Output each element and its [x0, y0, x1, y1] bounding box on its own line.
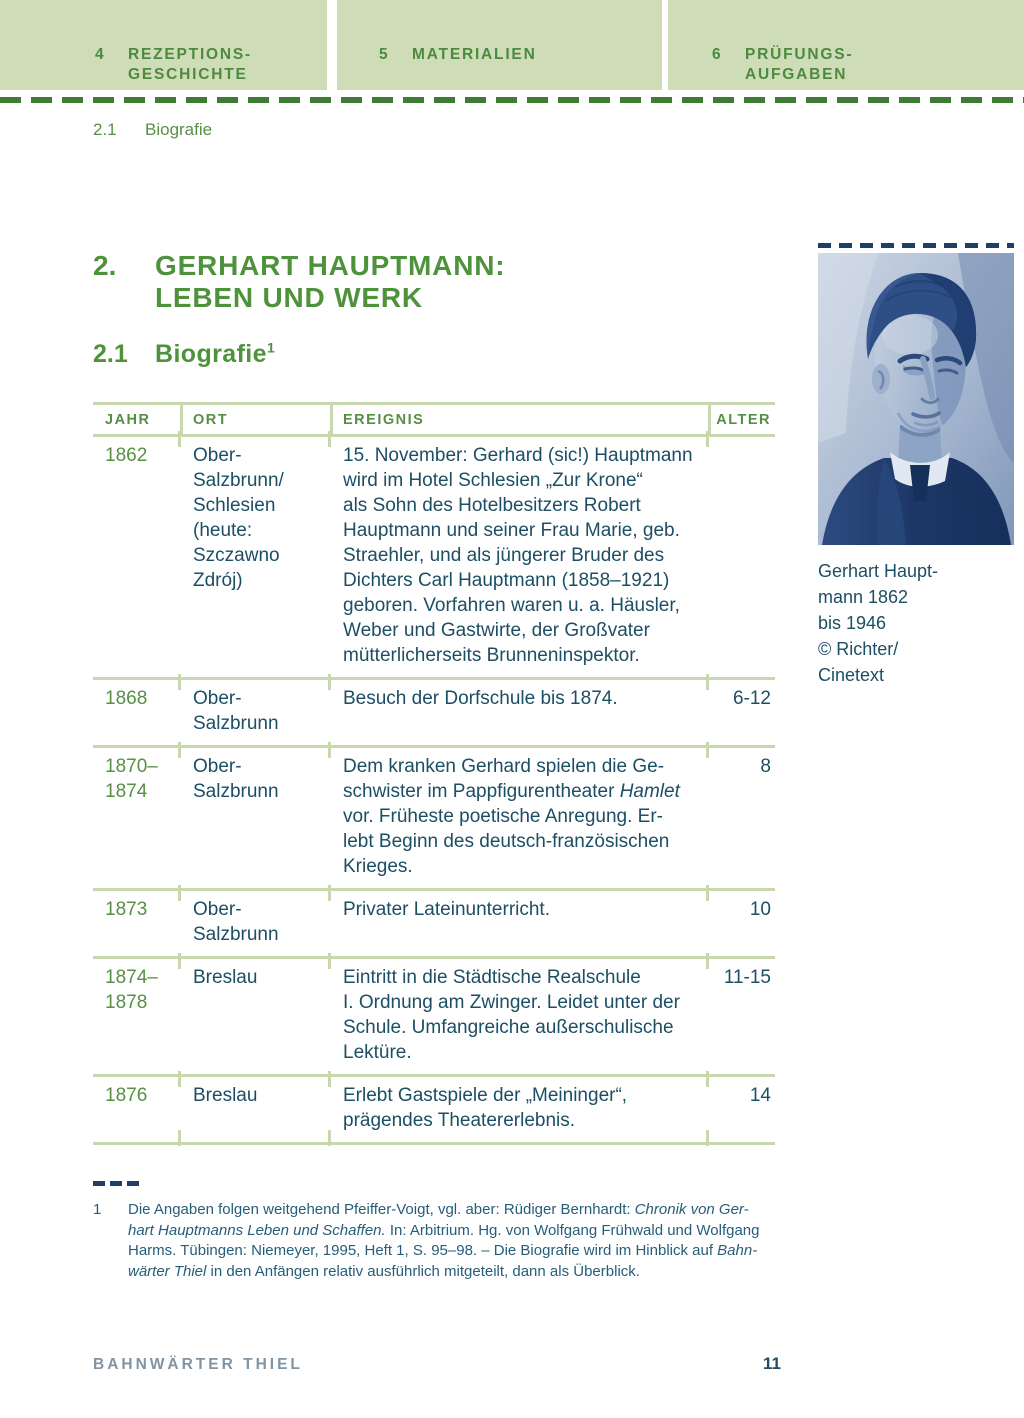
- plain-text: Erlebt Gastspiele der „Meininger“,: [343, 1085, 628, 1106]
- event-line: [343, 1040, 708, 1065]
- place-line: Salzbrunn/: [193, 470, 284, 491]
- event-line: [343, 1108, 708, 1133]
- year-cell: [93, 1083, 180, 1133]
- plain-text: wird im Hotel Schlesien „Zur Krone“: [343, 470, 643, 491]
- year-line: 1873: [105, 899, 148, 920]
- dashed-divider-green: [0, 97, 1024, 103]
- tab-label-line: REZEPTIONS-: [128, 46, 253, 63]
- column-header-jahr: JAHR: [105, 412, 151, 428]
- event-line: [343, 686, 708, 711]
- year-line: 1878: [105, 992, 148, 1013]
- footnote-reference: 1: [266, 339, 276, 356]
- place-line: Zdrój): [193, 570, 243, 591]
- chapter-number: 2.: [93, 250, 117, 281]
- place-line: Szczawno: [193, 545, 280, 566]
- plain-text: lebt Beginn des deutsch-französischen: [343, 831, 670, 852]
- column-header-alter: ALTER: [708, 405, 775, 434]
- place-line: Breslau: [193, 1085, 258, 1106]
- place-line: Ober-: [193, 899, 242, 920]
- plain-text: Lektüre.: [343, 1042, 412, 1063]
- footnote-marker: 1: [93, 1201, 102, 1218]
- age-cell: [708, 443, 775, 668]
- plain-text: Die Angaben folgen weitgehend Pfeiffer-Voigt, vgl. aber: Rüdiger Bernhardt:: [128, 1201, 635, 1218]
- year-line: 1870–: [105, 756, 158, 777]
- place-line: Breslau: [193, 967, 258, 988]
- place-line: Ober-: [193, 445, 242, 466]
- hauptmann-portrait-image: [818, 253, 1014, 545]
- italic-text: wärter Thiel: [128, 1262, 207, 1280]
- age-cell: 14: [708, 1083, 775, 1133]
- section-title-text: Biografie: [155, 340, 267, 368]
- event-line: [343, 543, 708, 568]
- event-line: [343, 493, 708, 518]
- event-line: [343, 568, 708, 593]
- plain-text: Harms. Tübingen: Niemeyer, 1995, Heft 1, S. 95–98. – Die Biografie wird im Hinblick auf: [128, 1242, 718, 1259]
- event-line: [343, 518, 708, 543]
- plain-text: Eintritt in die Städtische Realschule: [343, 967, 641, 988]
- photo-caption-line: bis 1946: [818, 613, 887, 633]
- section-number: 2.1: [93, 340, 128, 368]
- age-cell: 10: [708, 897, 775, 947]
- place-cell: [180, 754, 330, 879]
- age-cell: 8: [708, 754, 775, 879]
- plain-text: 15. November: Gerhard (sic!) Hauptmann: [343, 445, 693, 466]
- section-title: [155, 340, 275, 369]
- plain-text: schwister im Pappfigurentheater: [343, 781, 620, 802]
- event-line: [343, 990, 708, 1015]
- place-line: Salzbrunn: [193, 713, 279, 734]
- table-row: [93, 1074, 775, 1142]
- place-line: (heute:: [193, 520, 253, 541]
- event-line: [343, 618, 708, 643]
- place-cell: [180, 686, 330, 736]
- breadcrumb-number: 2.1: [93, 120, 117, 139]
- footer-book-title: BAHNWÄRTER THIEL: [93, 1356, 303, 1373]
- table-row: [93, 888, 775, 956]
- year-cell: [93, 897, 180, 947]
- year-cell: [93, 754, 180, 879]
- event-cell: [330, 897, 708, 947]
- chapter-title-line: GERHART HAUPTMANN:: [155, 250, 506, 281]
- fn-line: [128, 1262, 760, 1283]
- biography-table-header: [93, 402, 775, 437]
- photo-caption-line: Cinetext: [818, 665, 885, 685]
- place-line: Ober-: [193, 688, 242, 709]
- year-line: 1868: [105, 688, 148, 709]
- fn-line: [128, 1221, 760, 1242]
- footnote-text: [128, 1200, 760, 1282]
- table-row: [93, 677, 775, 745]
- chapter-title: [155, 250, 505, 314]
- chapter-title-line: LEBEN UND WERK: [155, 282, 423, 313]
- year-cell: [93, 443, 180, 668]
- italic-text: hart Hauptmanns Leben und Schaffen.: [128, 1221, 386, 1239]
- year-line: 1874: [105, 781, 148, 802]
- italic-text: Hamlet: [619, 781, 680, 802]
- tab-label: [412, 45, 537, 65]
- table-row: [93, 437, 775, 677]
- place-line: Ober-: [193, 756, 242, 777]
- footnote: [93, 1200, 760, 1282]
- event-cell: [330, 443, 708, 668]
- photo-caption-line: Gerhart Haupt-: [818, 561, 939, 581]
- year-cell: [93, 965, 180, 1065]
- tab-number: 6: [712, 46, 723, 63]
- section-heading: [93, 340, 275, 369]
- tab-number: 4: [95, 46, 106, 63]
- tab-label-line: GESCHICHTE: [128, 66, 248, 83]
- plain-text: I. Ordnung am Zwinger. Leidet unter der: [343, 992, 680, 1013]
- event-line: [343, 779, 708, 804]
- event-line: [343, 754, 708, 779]
- tab-label-line: MATERIALIEN: [412, 46, 537, 63]
- biography-table-body: [93, 437, 775, 1142]
- thumb-tab-materialien: [337, 0, 662, 90]
- plain-text: Weber und Gastwirte, der Großvater: [343, 620, 650, 641]
- age-cell: 11-15: [708, 965, 775, 1065]
- plain-text: Besuch der Dorfschule bis 1874.: [343, 688, 618, 709]
- breadcrumb: [93, 120, 212, 140]
- event-line: [343, 1015, 708, 1040]
- chapter-heading: [93, 250, 505, 314]
- event-line: [343, 804, 708, 829]
- event-line: [343, 854, 708, 879]
- plain-text: Straehler, und als jüngerer Bruder des: [343, 545, 665, 566]
- footer-page-number: 11: [763, 1354, 781, 1373]
- place-cell: [180, 897, 330, 947]
- place-line: Salzbrunn: [193, 781, 279, 802]
- tab-label: [745, 45, 853, 85]
- event-line: [343, 593, 708, 618]
- year-line: 1862: [105, 445, 148, 466]
- plain-text: Hauptmann und seiner Frau Marie, geb.: [343, 520, 680, 541]
- tab-number: 5: [379, 46, 390, 63]
- place-line: Schlesien: [193, 495, 276, 516]
- event-line: [343, 443, 708, 468]
- year-cell: [93, 686, 180, 736]
- plain-text: mütterlicherseits Brunneninspektor.: [343, 645, 640, 666]
- year-line: 1876: [105, 1085, 148, 1106]
- plain-text: Privater Lateinunterricht.: [343, 899, 550, 920]
- event-line: [343, 829, 708, 854]
- event-line: [343, 897, 708, 922]
- plain-text: geboren. Vorfahren waren u. a. Häusler,: [343, 595, 680, 616]
- fn-line: [128, 1241, 760, 1262]
- photo-caption-line: © Richter/: [818, 639, 899, 659]
- plain-text: In: Arbitrium. Hg. von Wolfgang Frühwald und Wolfgang: [385, 1221, 760, 1239]
- column-header-ereignis: EREIGNIS: [330, 405, 708, 434]
- column-header-ort: ORT: [180, 405, 330, 434]
- thumb-tab-pruefungsaufgaben: [668, 0, 1024, 90]
- event-cell: [330, 754, 708, 879]
- age-cell: 6-12: [708, 686, 775, 736]
- table-row: [93, 956, 775, 1074]
- tab-label-line: PRÜFUNGS-: [745, 46, 854, 63]
- year-line: 1874–: [105, 967, 158, 988]
- tab-label-line: AUFGABEN: [745, 66, 848, 83]
- place-line: Salzbrunn: [193, 924, 279, 945]
- event-line: [343, 468, 708, 493]
- plain-text: in den Anfängen relativ ausführlich mitgeteilt, dann als Überblick.: [206, 1262, 640, 1280]
- plain-text: Dichters Carl Hauptmann (1858–1921): [343, 570, 670, 591]
- plain-text: als Sohn des Hotelbesitzers Robert: [343, 495, 641, 516]
- photo-block: [818, 243, 1014, 688]
- place-cell: [180, 443, 330, 668]
- tab-label: [128, 45, 252, 85]
- thumb-tab-rezeptionsgeschichte: [0, 0, 327, 90]
- plain-text: Schule. Umfangreiche außerschulische: [343, 1017, 674, 1038]
- dashed-divider-navy: [818, 243, 1014, 248]
- plain-text: prägendes Theatererlebnis.: [343, 1110, 576, 1131]
- plain-text: vor. Früheste poetische Anregung. Er-: [343, 806, 664, 827]
- fn-line: [128, 1200, 760, 1221]
- italic-text: Chronik von Ger-: [634, 1201, 749, 1218]
- biography-table: [93, 402, 775, 1145]
- table-row: [93, 745, 775, 888]
- photo-caption-line: mann 1862: [818, 587, 909, 607]
- event-line: [343, 643, 708, 668]
- italic-text: Bahn-: [717, 1242, 758, 1259]
- event-cell: [330, 686, 708, 736]
- place-cell: [180, 1083, 330, 1133]
- breadcrumb-label: Biografie: [145, 120, 213, 139]
- footnote-separator-dashes: [93, 1181, 140, 1186]
- event-cell: [330, 1083, 708, 1133]
- photo-caption: [818, 558, 1014, 688]
- event-line: [343, 1083, 708, 1108]
- event-cell: [330, 965, 708, 1065]
- plain-text: Krieges.: [343, 856, 413, 877]
- place-cell: [180, 965, 330, 1065]
- event-line: [343, 965, 708, 990]
- plain-text: Dem kranken Gerhard spielen die Ge-: [343, 756, 665, 777]
